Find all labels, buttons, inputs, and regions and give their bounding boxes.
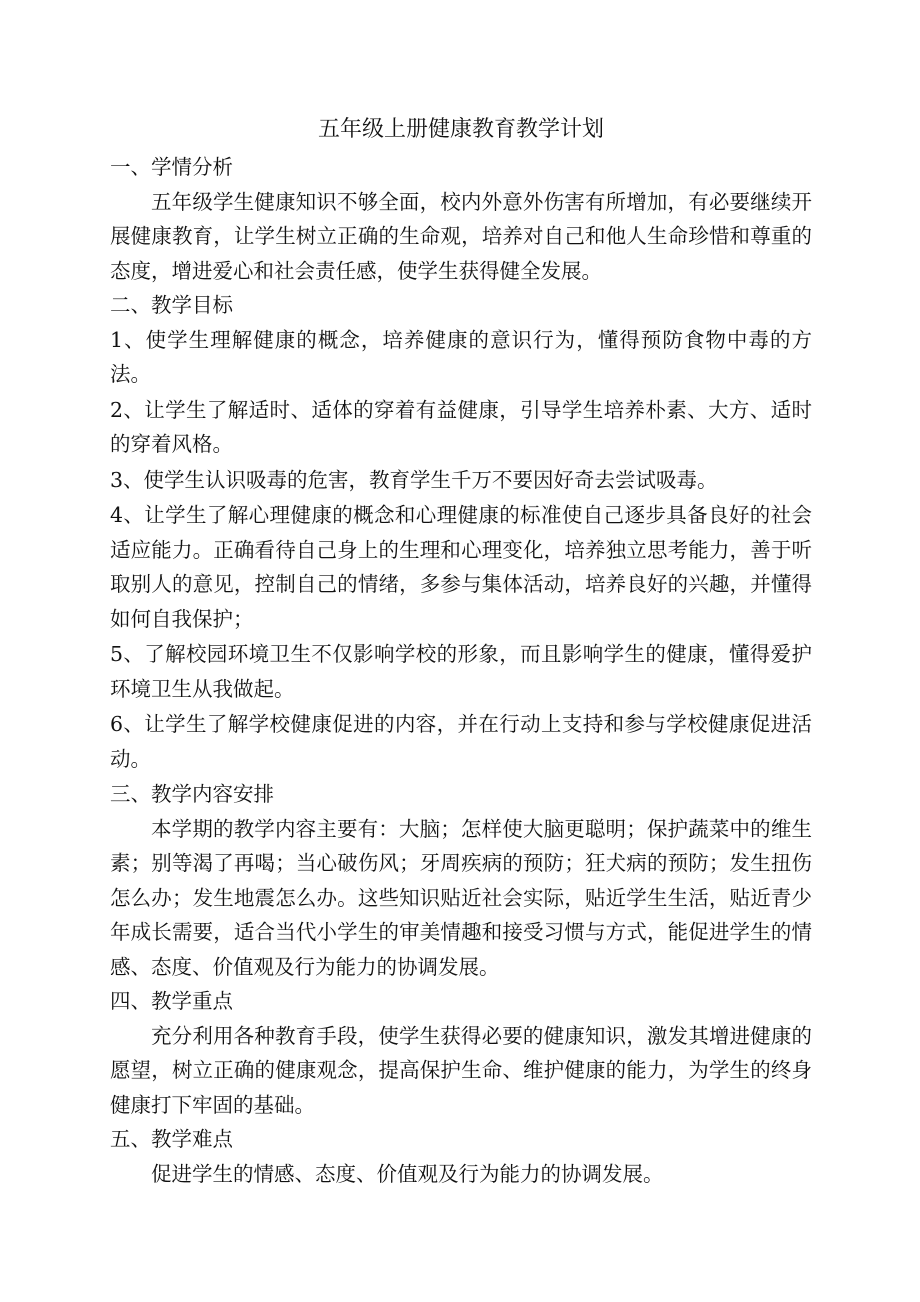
- section-heading: 二、教学目标: [110, 293, 233, 317]
- section-paragraph: 充分利用各种教育手段，使学生获得必要的健康知识，激发其增进健康的愿望，树立正确的健康观念，提高保护生命、维护健康的能力，为学生的终身健康打下牢固的基础。: [110, 1023, 812, 1117]
- section-paragraph: 促进学生的情感、态度、价值观及行为能力的协调发展。: [151, 1161, 664, 1186]
- section-learning-analysis: [110, 150, 812, 288]
- section-content-arrangement: [110, 777, 812, 984]
- goal-item: 2、让学生了解适时、适体的穿着有益健康，引导学生培养朴素、大方、适时的穿着风格。: [110, 397, 812, 456]
- section-teaching-focus: [110, 984, 812, 1122]
- section-heading: 三、教学内容安排: [110, 782, 274, 806]
- section-teaching-goals: [110, 288, 812, 776]
- section-heading: 五、教学难点: [110, 1127, 233, 1151]
- goal-item: 5、了解校园环境卫生不仅影响学校的形象，而且影响学生的健康，懂得爱护环境卫生从我做起。: [110, 642, 812, 701]
- document-title: 五年级上册健康教育教学计划: [317, 117, 604, 142]
- goal-item: 6、让学生了解学校健康促进的内容，并在行动上支持和参与学校健康促进活动。: [110, 712, 812, 771]
- section-heading: 四、教学重点: [110, 989, 233, 1013]
- section-heading: 一、学情分析: [110, 155, 233, 179]
- section-paragraph: 本学期的教学内容主要有：大脑；怎样使大脑更聪明；保护蔬菜中的维生素；别等渴了再喝；当心破伤风；牙周疾病的预防；狂犬病的预防；发生扭伤怎么办；发生地震怎么办。这些知识贴近社会实际，贴近学生生活，贴近青少年成长需要，适合当代小学生的审美情趣和接受习惯与方式，能促进学生的情感、态度、价值观及行为能力的协调发展。: [110, 816, 812, 979]
- section-teaching-difficulty: [110, 1122, 812, 1191]
- goal-item: 3、使学生认识吸毒的危害，教育学生千万不要因好奇去尝试吸毒。: [110, 467, 718, 492]
- goal-item: 1、使学生理解健康的概念，培养健康的意识行为，懂得预防食物中毒的方法。: [110, 327, 812, 386]
- goal-item: 4、让学生了解心理健康的概念和心理健康的标准使自己逐步具备良好的社会适应能力。正确看待自己身上的生理和心理变化，培养独立思考能力，善于听取别人的意见，控制自己的情绪，多参与集体活动，培养良好的兴趣，并懂得如何自我保护；: [110, 503, 812, 631]
- section-paragraph: 五年级学生健康知识不够全面，校内外意外伤害有所增加，有必要继续开展健康教育，让学生树立正确的生命观，培养对自己和他人生命珍惜和尊重的态度，增进爱心和社会责任感，使学生获得健全发展。: [110, 189, 812, 283]
- document-page: [110, 110, 812, 1191]
